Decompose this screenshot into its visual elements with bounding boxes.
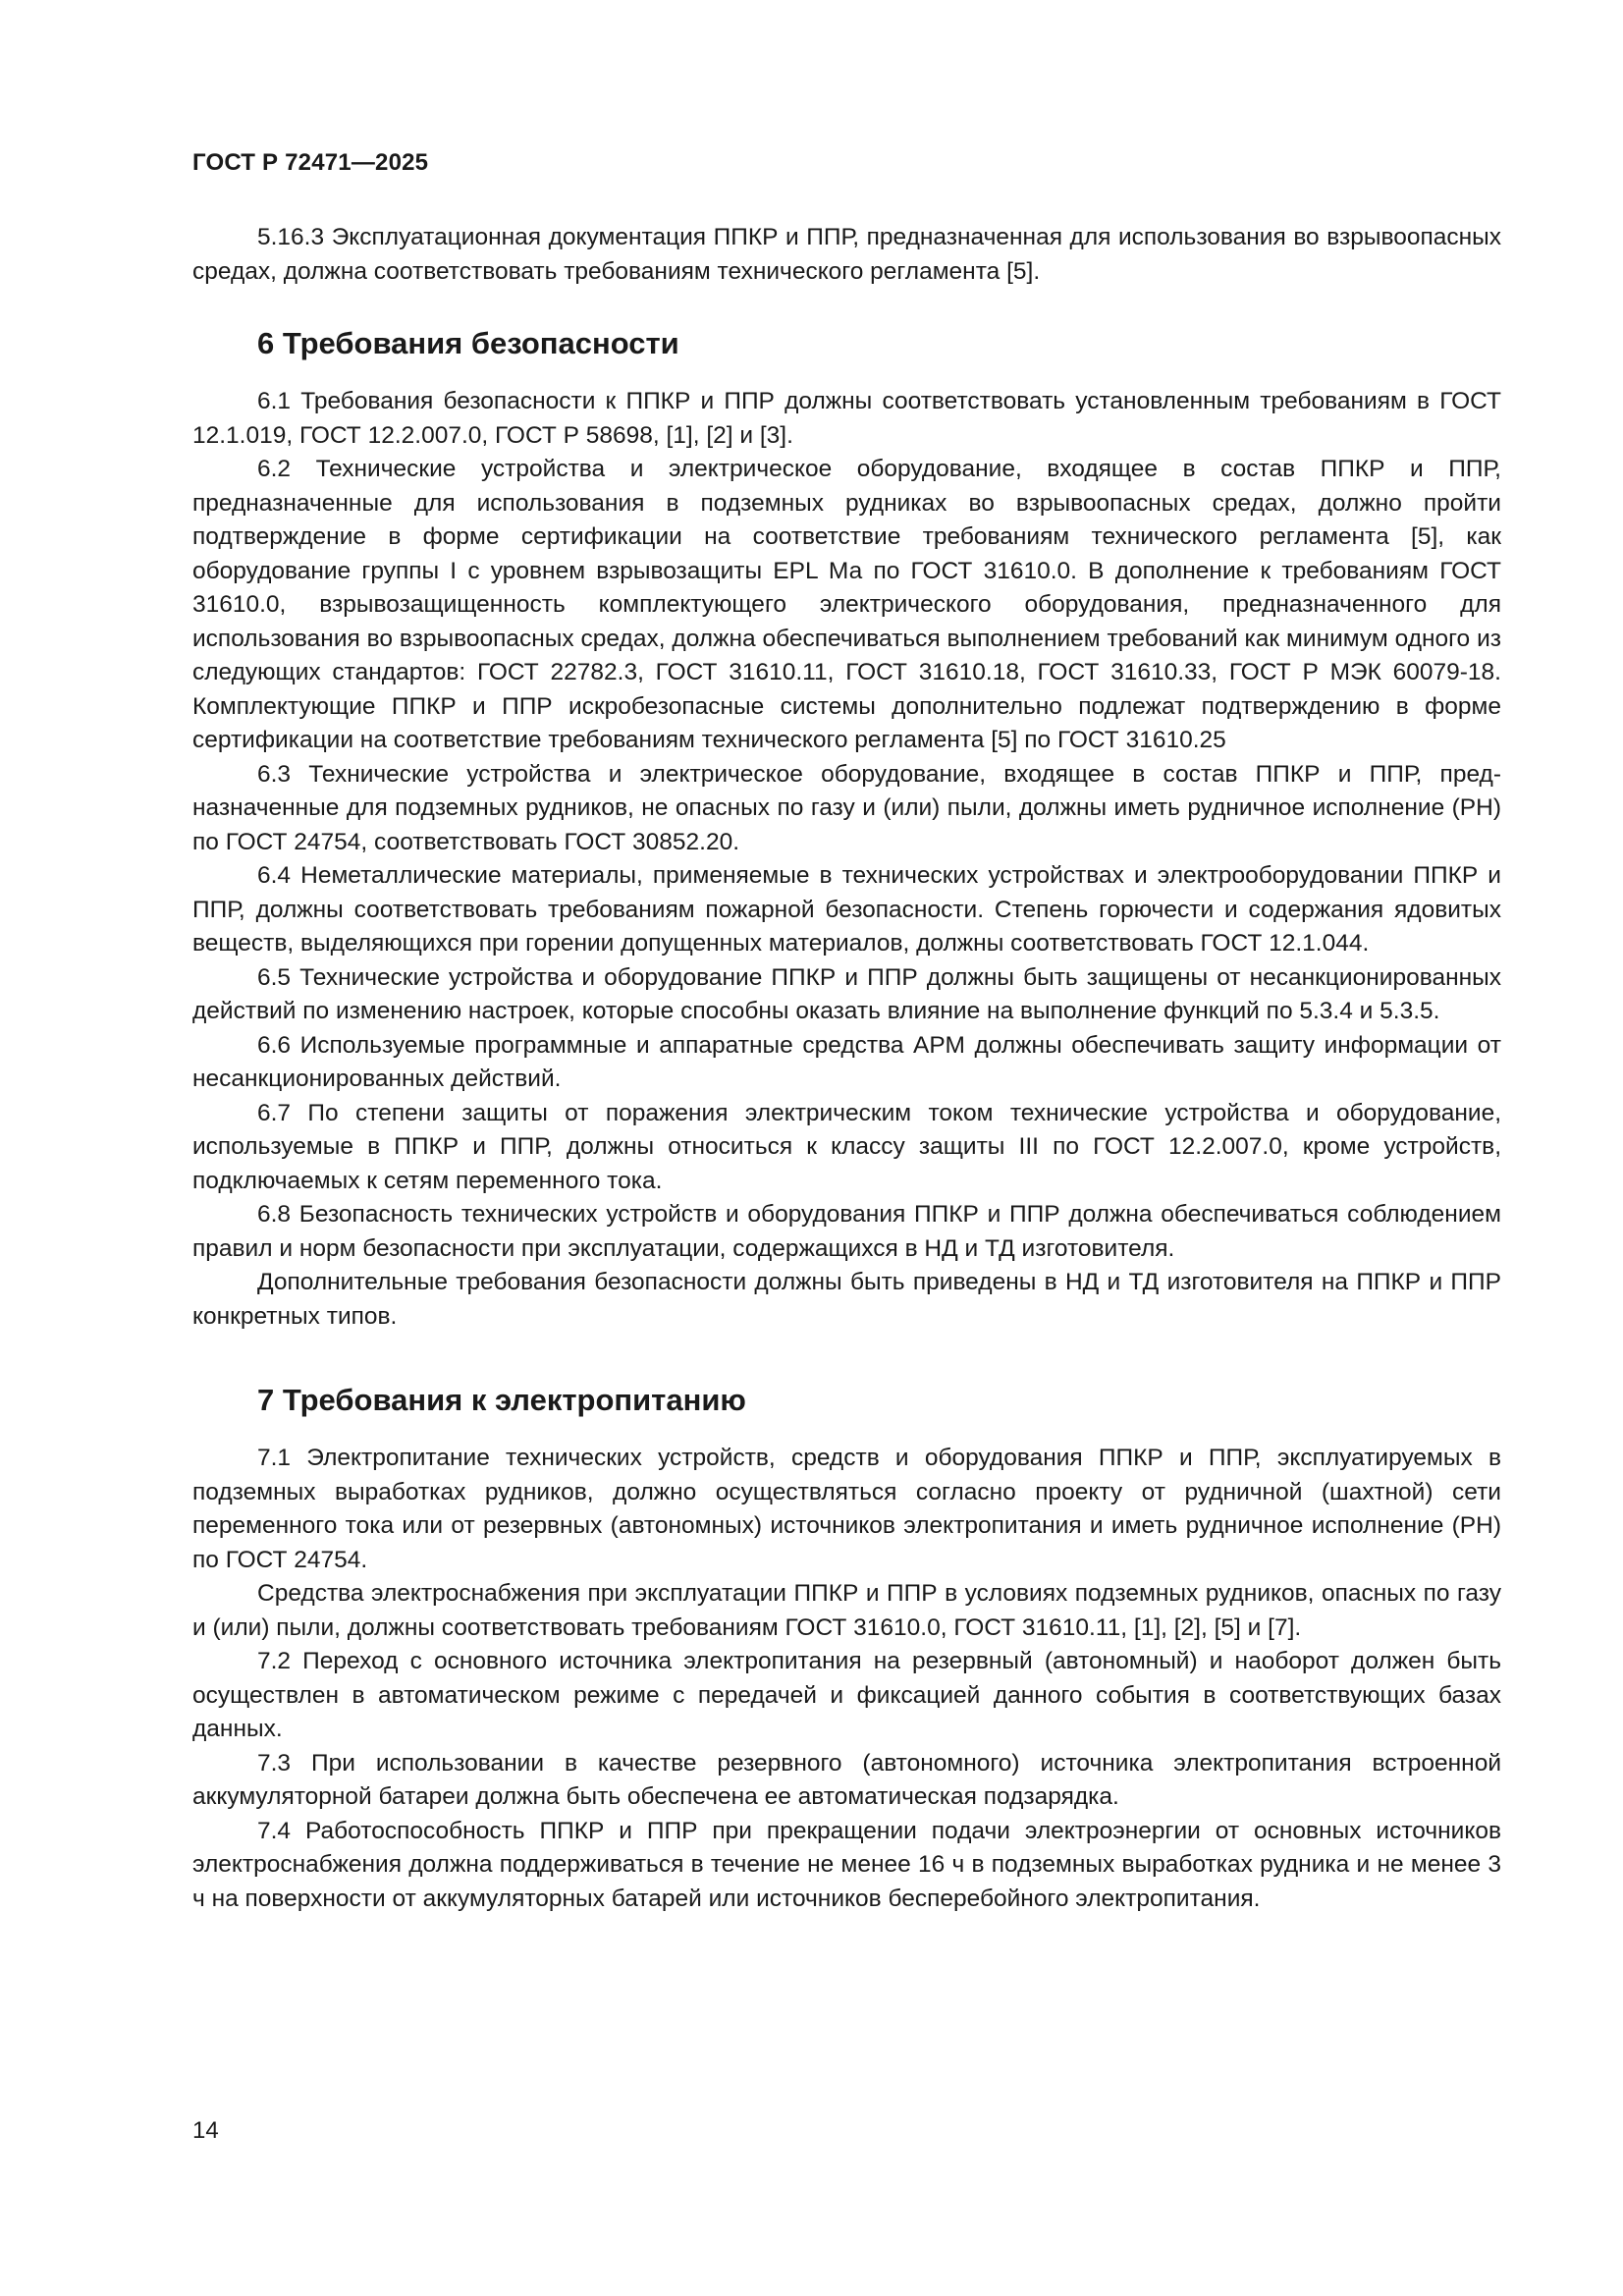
paragraph-5-16-3: 5.16.3 Эксплуатационная документация ППКР и ППР, предназначенная для использования во взрывоопасных средах, должна соответствовать требованиям технического регламента [5]. <box>192 224 1501 285</box>
document-code-header: ГОСТ Р 72471—2025 <box>192 149 429 176</box>
paragraph-7-4: 7.4 Работоспособность ППКР и ППР при прекращении подачи электроэнергии от основных источников электроснабжения должна поддерживаться в течение не менее 16 ч в подземных выработках рудника и не менее 3 ч на поверхности от аккумуляторных батарей или источников бесперебойного электропитания. <box>192 1817 1501 1912</box>
paragraph-6-3: 6.3 Технические устройства и электрическое оборудование, входящее в состав ППКР и ППР, предназначенные для подземных рудников, не опасных по газу и (или) пыли, должны иметь рудничное исполнение (РН) по ГОСТ 24754, соответствовать ГОСТ 30852.20. <box>192 760 1501 855</box>
page-number: 14 <box>192 2117 219 2144</box>
paragraph-6-5: 6.5 Технические устройства и оборудование ППКР и ППР должны быть защищены от несанкционированных действий по изменению настроек, которые способны оказать влияние на выполнение функций по 5.3.4 и 5.3.5. <box>192 963 1501 1024</box>
paragraph-6-additional: Дополнительные требования безопасности должны быть приведены в НД и ТД изготовителя на ППКР и ППР конкретных типов. <box>192 1269 1501 1330</box>
paragraph-6-7: 6.7 По степени защиты от поражения электрическим током технические устройства и оборудование, используемые в ППКР и ППР, должны относиться к классу защиты III по ГОСТ 12.2.007.0, кроме устройств, подключаемых к сетям переменного тока. <box>192 1099 1501 1194</box>
paragraph-6-1: 6.1 Требования безопасности к ППКР и ППР должны соответствовать установленным требованиям в ГОСТ 12.1.019, ГОСТ 12.2.007.0, ГОСТ Р 58698, [1], [2] и [3]. <box>192 388 1501 449</box>
paragraph-6-2: 6.2 Технические устройства и электрическое оборудование, входящее в состав ППКР и ППР, предназначенные для использования в подземных рудниках во взрывоопасных средах, должно пройти подтверждение в форме сертификации на соответствие требованиям технического регламента [5], как оборудование группы I с уровнем взрывозащиты EPL Ма по ГОСТ 31610.0. В дополнение к требованиям ГОСТ 31610.0, взрывозащищенность комплектующего электрического оборудования, предназначенного для использования во взрывоопасных средах, должна обеспечиваться выполнением требований как минимум одного из следующих стандартов: ГОСТ 22782.3, ГОСТ 31610.11, ГОСТ 31610.18, ГОСТ 31610.33, ГОСТ Р МЭК 60079-18. Комплектующие ППКР и ППР искробезопасные системы дополнительно подлежат подтверждению в форме сертификации на соответствие требованиям технического регламента [5] по ГОСТ 31610.25 <box>192 456 1501 753</box>
paragraph-7-2: 7.2 Переход с основного источника электропитания на резервный (автономный) и наоборот должен быть осуществлен в автоматическом режиме с передачей и фиксацией данного события в соответствующих базах данных. <box>192 1648 1501 1742</box>
document-body <box>192 221 1501 1916</box>
paragraph-6-4: 6.4 Неметаллические материалы, применяемые в технических устройствах и электрооборудовании ППКР и ППР, должны соответствовать требованиям пожарной безопасности. Степень горючести и содержания ядовитых веществ, выделяющихся при горении допущенных материалов, должны соответствовать ГОСТ 12.1.044. <box>192 862 1501 957</box>
paragraph-6-6: 6.6 Используемые программные и аппаратные средства АРМ должны обеспечивать защиту информации от несанкционированных действий. <box>192 1031 1501 1092</box>
section-7-title: 7 Требования к электропитанию <box>257 1383 746 1417</box>
paragraph-7-1-continued: Средства электроснабжения при эксплуатации ППКР и ППР в условиях подземных рудников, опасных по газу и (или) пыли, должны соответствовать требованиям ГОСТ 31610.0, ГОСТ 31610.11, [1], [2], [5] и [7]. <box>192 1580 1501 1641</box>
paragraph-7-3: 7.3 При использовании в качестве резервного (автономного) источника электропитания встроенной аккумуляторной батареи должна быть обеспечена ее автоматическая подзарядка. <box>192 1749 1501 1810</box>
paragraph-7-1: 7.1 Электропитание технических устройств, средств и оборудования ППКР и ППР, эксплуатируемых в подземных выработках рудников, должно осуществляться согласно проекту от рудничной (шахтной) сети переменного тока или от резервных (автономных) источников электропитания и иметь рудничное исполнение (РН) по ГОСТ 24754. <box>192 1445 1501 1573</box>
paragraph-6-8: 6.8 Безопасность технических устройств и оборудования ППКР и ППР должна обеспечиваться соблюдением правил и норм безопасности при эксплуатации, содержащихся в НД и ТД изготовителя. <box>192 1201 1501 1262</box>
section-6-title: 6 Требования безопасности <box>257 326 679 360</box>
